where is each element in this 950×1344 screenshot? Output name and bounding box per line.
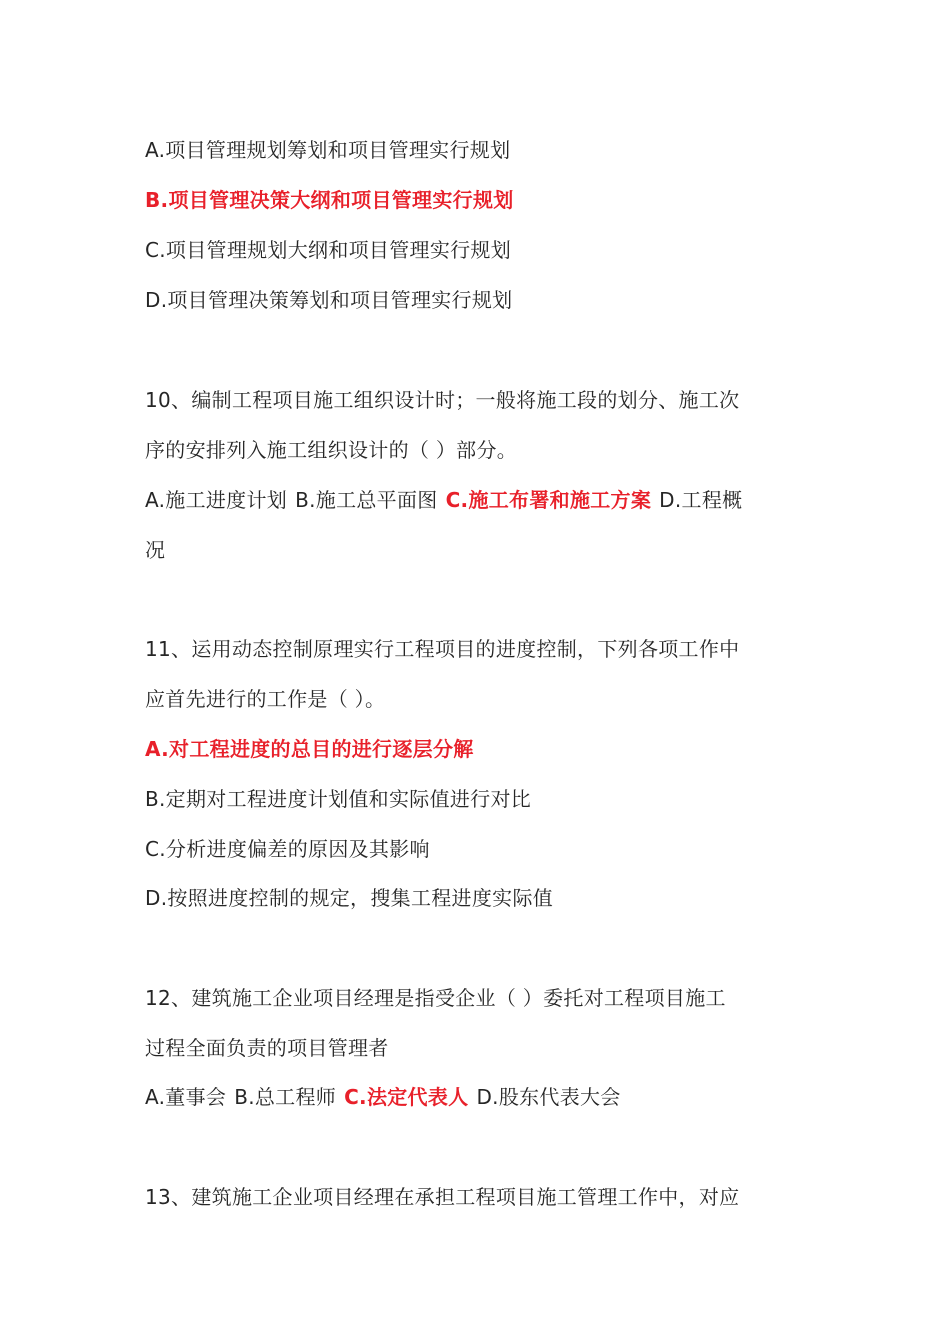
q10-stem-line1: 10、编制工程项目施工组织设计时；一般将施工段的划分、施工次 [145, 388, 740, 412]
q11-option-a-answer: A.对工程进度的总目的进行逐层分解 [145, 737, 474, 761]
q12-options [145, 1084, 815, 1110]
q11-stem-line2: 应首先进行的工作是（ ）。 [145, 687, 386, 711]
q12-stem-line1: 12、建筑施工企业项目经理是指受企业（ ）委托对工程项目施工 [145, 986, 726, 1010]
q9-option-b-answer: B.项目管理决策大纲和项目管理实行规划 [145, 188, 514, 212]
q10-option-d-continued: 况 [145, 538, 166, 562]
q9-option-a: A.项目管理规划筹划和项目管理实行规划 [145, 138, 511, 162]
q11-stem-line1: 11、运用动态控制原理实行工程项目的进度控制，下列各项工作中 [145, 637, 740, 661]
q12-option-a: A.董事会 [145, 1085, 227, 1109]
q10-option-c-answer: C.施工布署和施工方案 [445, 488, 652, 512]
q13-stem-line1: 13、建筑施工企业项目经理在承担工程项目施工管理工作中，对应 [145, 1185, 740, 1209]
q12-option-c-answer: C.法定代表人 [344, 1085, 469, 1109]
q12-option-b: B.总工程师 [234, 1085, 337, 1109]
q12-stem-line2: 过程全面负责的项目管理者 [145, 1036, 389, 1060]
q10-option-d: D.工程概 [659, 488, 743, 512]
q11-option-d: D.按照进度控制的规定，搜集工程进度实际值 [145, 886, 554, 910]
q11-option-b: B.定期对工程进度计划值和实际值进行对比 [145, 787, 532, 811]
q9-option-d: D.项目管理决策筹划和项目管理实行规划 [145, 288, 513, 312]
q9-option-c: C.项目管理规划大纲和项目管理实行规划 [145, 238, 512, 262]
q10-option-a: A.施工进度计划 [145, 488, 288, 512]
q10-option-b: B.施工总平面图 [295, 488, 438, 512]
q11-option-c: C.分析进度偏差的原因及其影响 [145, 837, 430, 861]
q10-options [145, 487, 815, 513]
q10-stem-line2: 序的安排列入施工组织设计的（ ）部分。 [145, 438, 518, 462]
q12-option-d: D.股东代表大会 [476, 1085, 621, 1109]
